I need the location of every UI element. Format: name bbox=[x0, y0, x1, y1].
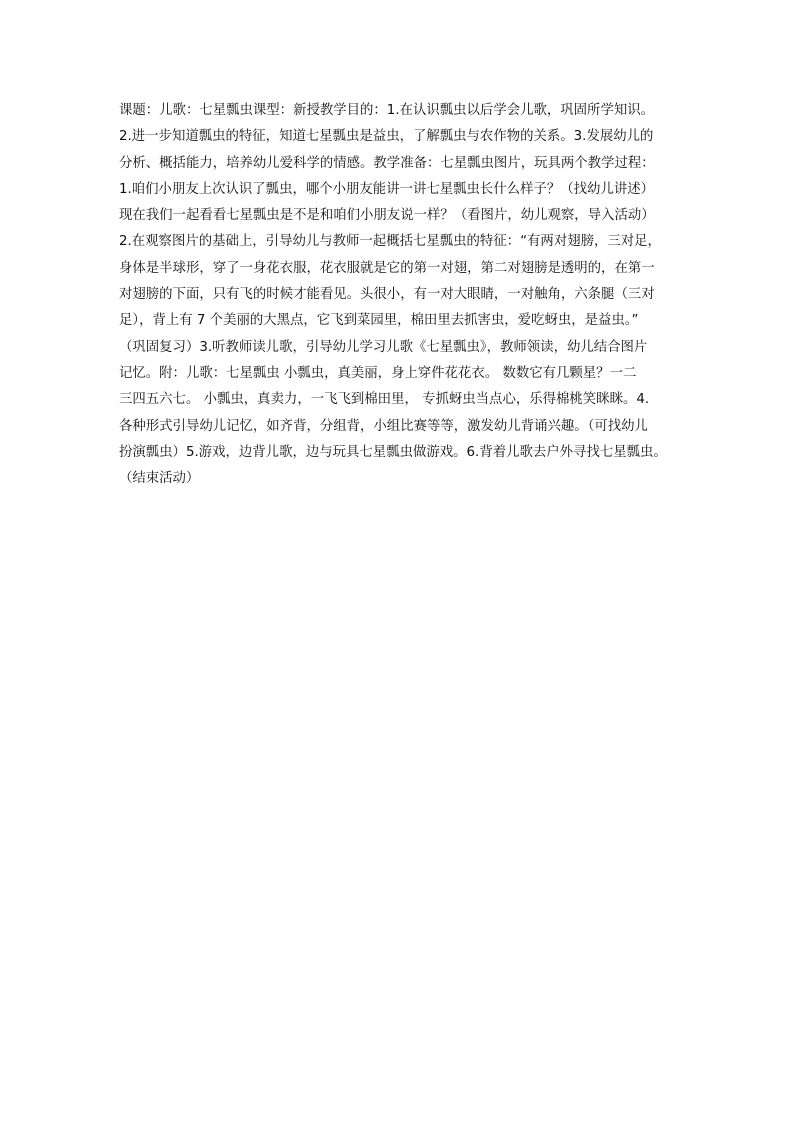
document-body bbox=[119, 98, 681, 492]
text-line: （巩固复习）3.听教师读儿歌，引导幼儿学习儿歌《七星瓢虫》，教师领读，幼儿结合图片 bbox=[119, 339, 648, 355]
text-line: （结束活动） bbox=[119, 471, 200, 487]
text-line: 各种形式引导幼儿记忆，如齐背，分组背，小组比赛等等，激发幼儿背诵兴趣。（可找幼儿 bbox=[119, 418, 648, 434]
text-line: 身体是半球形，穿了一身花衣服，花衣服就是它的第一对翅，第二对翅膀是透明的，在第一 bbox=[119, 260, 655, 276]
text-line: 扮演瓢虫）5.游戏，边背儿歌，边与玩具七星瓢虫做游戏。6.背着儿歌去户外寻找七星瓢虫。 bbox=[119, 444, 667, 460]
text-line: 1.咱们小朋友上次认识了瓢虫，哪个小朋友能讲一讲七星瓢虫长什么样子？（找幼儿讲述） bbox=[119, 181, 655, 197]
text-line: 2.在观察图片的基础上，引导幼儿与教师一起概括七星瓢虫的特征：“有两对翅膀，三对足， bbox=[119, 234, 661, 250]
text-line: 对翅膀的下面，只有飞的时候才能看见。头很小，有一对大眼睛，一对触角，六条腿（三对 bbox=[119, 287, 655, 303]
text-line: 分析、概括能力，培养幼儿爱科学的情感。教学准备：七星瓢虫图片，玩具两个教学过程： bbox=[119, 155, 655, 171]
text-line: 足），背上有 7 个美丽的大黑点，它飞到菜园里，棉田里去抓害虫，爱吃蚜虫，是益虫。” bbox=[119, 313, 639, 329]
text-line: 三四五六七。 小瓢虫，真卖力，一飞飞到棉田里， 专抓蚜虫当点心，乐得棉桃笑眯眯。4. bbox=[119, 392, 650, 408]
text-line: 现在我们一起看看七星瓢虫是不是和咱们小朋友说一样？（看图片，幼儿观察，导入活动） bbox=[119, 208, 655, 224]
text-line: 课题：儿歌：七星瓢虫课型：新授教学目的：1.在认识瓢虫以后学会儿歌，巩固所学知识。 bbox=[119, 103, 655, 118]
text-line: 2.进一步知道瓢虫的特征，知道七星瓢虫是益虫，了解瓢虫与农作物的关系。3.发展幼儿的 bbox=[119, 129, 654, 145]
text-line: 记忆。附：儿歌：七星瓢虫 小瓢虫，真美丽，身上穿件花花衣。 数数它有几颗星？一二 bbox=[119, 365, 637, 381]
